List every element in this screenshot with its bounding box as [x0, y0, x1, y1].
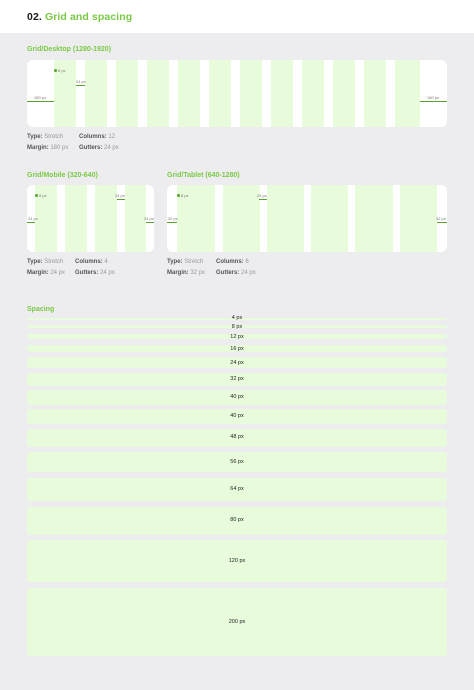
grid-column [311, 185, 348, 252]
spacing-label-200: 200 px [228, 619, 246, 625]
spacing-section-label: Spacing [27, 306, 55, 313]
spacing-label-56: 56 px [230, 459, 244, 465]
margin-marker-label-right: 180 px [427, 95, 440, 100]
column-marker-label: 8 px [181, 193, 189, 198]
grid-tablet-margin: Margin: 32 px [167, 270, 206, 276]
section-title: Grid and spacing [44, 11, 133, 23]
gutter-marker-label: 24 px [76, 79, 86, 84]
grid-tablet-card [167, 185, 447, 252]
page-title [27, 11, 132, 23]
margin-marker-line-right [420, 101, 447, 102]
spacing-label-40: 40 px [230, 394, 244, 400]
grid-column [333, 60, 355, 127]
column-marker-label: 8 px [58, 68, 66, 73]
gutter-marker-line [76, 85, 85, 86]
spacing-label-24: 24 px [230, 360, 244, 366]
grid-column [178, 60, 200, 127]
column-marker-dot [35, 194, 38, 197]
margin-marker-line-right [437, 222, 447, 223]
grid-column [364, 60, 386, 127]
grid-desktop-gutters: Gutters: 24 px [79, 145, 119, 151]
margin-marker-label-right: 24 px [144, 216, 154, 221]
grid-desktop-columns: Columns: 12 [79, 134, 116, 140]
gutter-marker-label: 24 px [115, 193, 125, 198]
spacing-label-4: 4 px [231, 315, 243, 321]
grid-desktop-margin: Margin: 180 px [27, 145, 69, 151]
spacing-label-120: 120 px [228, 558, 246, 564]
gutter-marker-label: 24 px [257, 193, 267, 198]
grid-column [95, 185, 117, 252]
margin-marker-line-right [146, 222, 154, 223]
column-marker-dot [177, 194, 180, 197]
grid-column [85, 60, 107, 127]
spacing-label-32: 32 px [230, 376, 244, 382]
grid-column [355, 185, 393, 252]
grid-column [223, 185, 260, 252]
gutter-marker-line [259, 199, 267, 200]
spacing-label-8: 8 px [231, 324, 243, 330]
grid-column [302, 60, 324, 127]
grid-column [209, 60, 231, 127]
margin-marker-line [167, 222, 177, 223]
grid-mobile-type: Type: Stretch [27, 259, 64, 265]
margin-marker-label: 180 px [34, 95, 47, 100]
margin-marker-line [27, 222, 35, 223]
grid-desktop-type: Type: Stretch [27, 134, 64, 140]
spacing-label-80: 80 px [230, 517, 244, 523]
margin-marker-label: 24 px [28, 216, 38, 221]
grid-tablet-columns: Columns: 6 [216, 259, 249, 265]
spacing-label-48: 48 px [230, 434, 244, 440]
grid-mobile-gutters: Gutters: 24 px [75, 270, 115, 276]
grid-column [116, 60, 138, 127]
spacing-label-64: 64 px [230, 486, 244, 492]
spacing-label-12: 12 px [230, 334, 244, 340]
grid-tablet-label: Grid/Tablet (640-1280) [167, 172, 240, 179]
margin-marker-line [27, 101, 54, 102]
grid-tablet-gutters: Gutters: 24 px [216, 270, 256, 276]
section-number: 02. [27, 11, 42, 23]
gutter-marker-line [117, 199, 125, 200]
grid-mobile-label: Grid/Mobile (320-640) [27, 172, 98, 179]
column-marker-label: 8 px [39, 193, 47, 198]
grid-column [400, 185, 437, 252]
grid-mobile-margin: Margin: 24 px [27, 270, 66, 276]
grid-mobile-columns: Columns: 4 [75, 259, 108, 265]
grid-desktop-card [27, 60, 447, 127]
grid-mobile-card [27, 185, 154, 252]
spacing-label-16: 16 px [230, 346, 244, 352]
spacing-label-40b: 40 px [230, 413, 244, 419]
page-header [0, 0, 474, 33]
grid-column [271, 60, 293, 127]
margin-marker-label-right: 32 px [436, 216, 446, 221]
grid-column [65, 185, 87, 252]
grid-column [125, 185, 146, 252]
grid-column [267, 185, 304, 252]
grid-column [240, 60, 262, 127]
margin-marker-label: 32 px [168, 216, 178, 221]
grid-column [395, 60, 420, 127]
column-marker-dot [54, 69, 57, 72]
grid-desktop-label: Grid/Desktop (1280-1920) [27, 46, 112, 53]
grid-tablet-type: Type: Stretch [167, 259, 204, 265]
grid-column [147, 60, 169, 127]
